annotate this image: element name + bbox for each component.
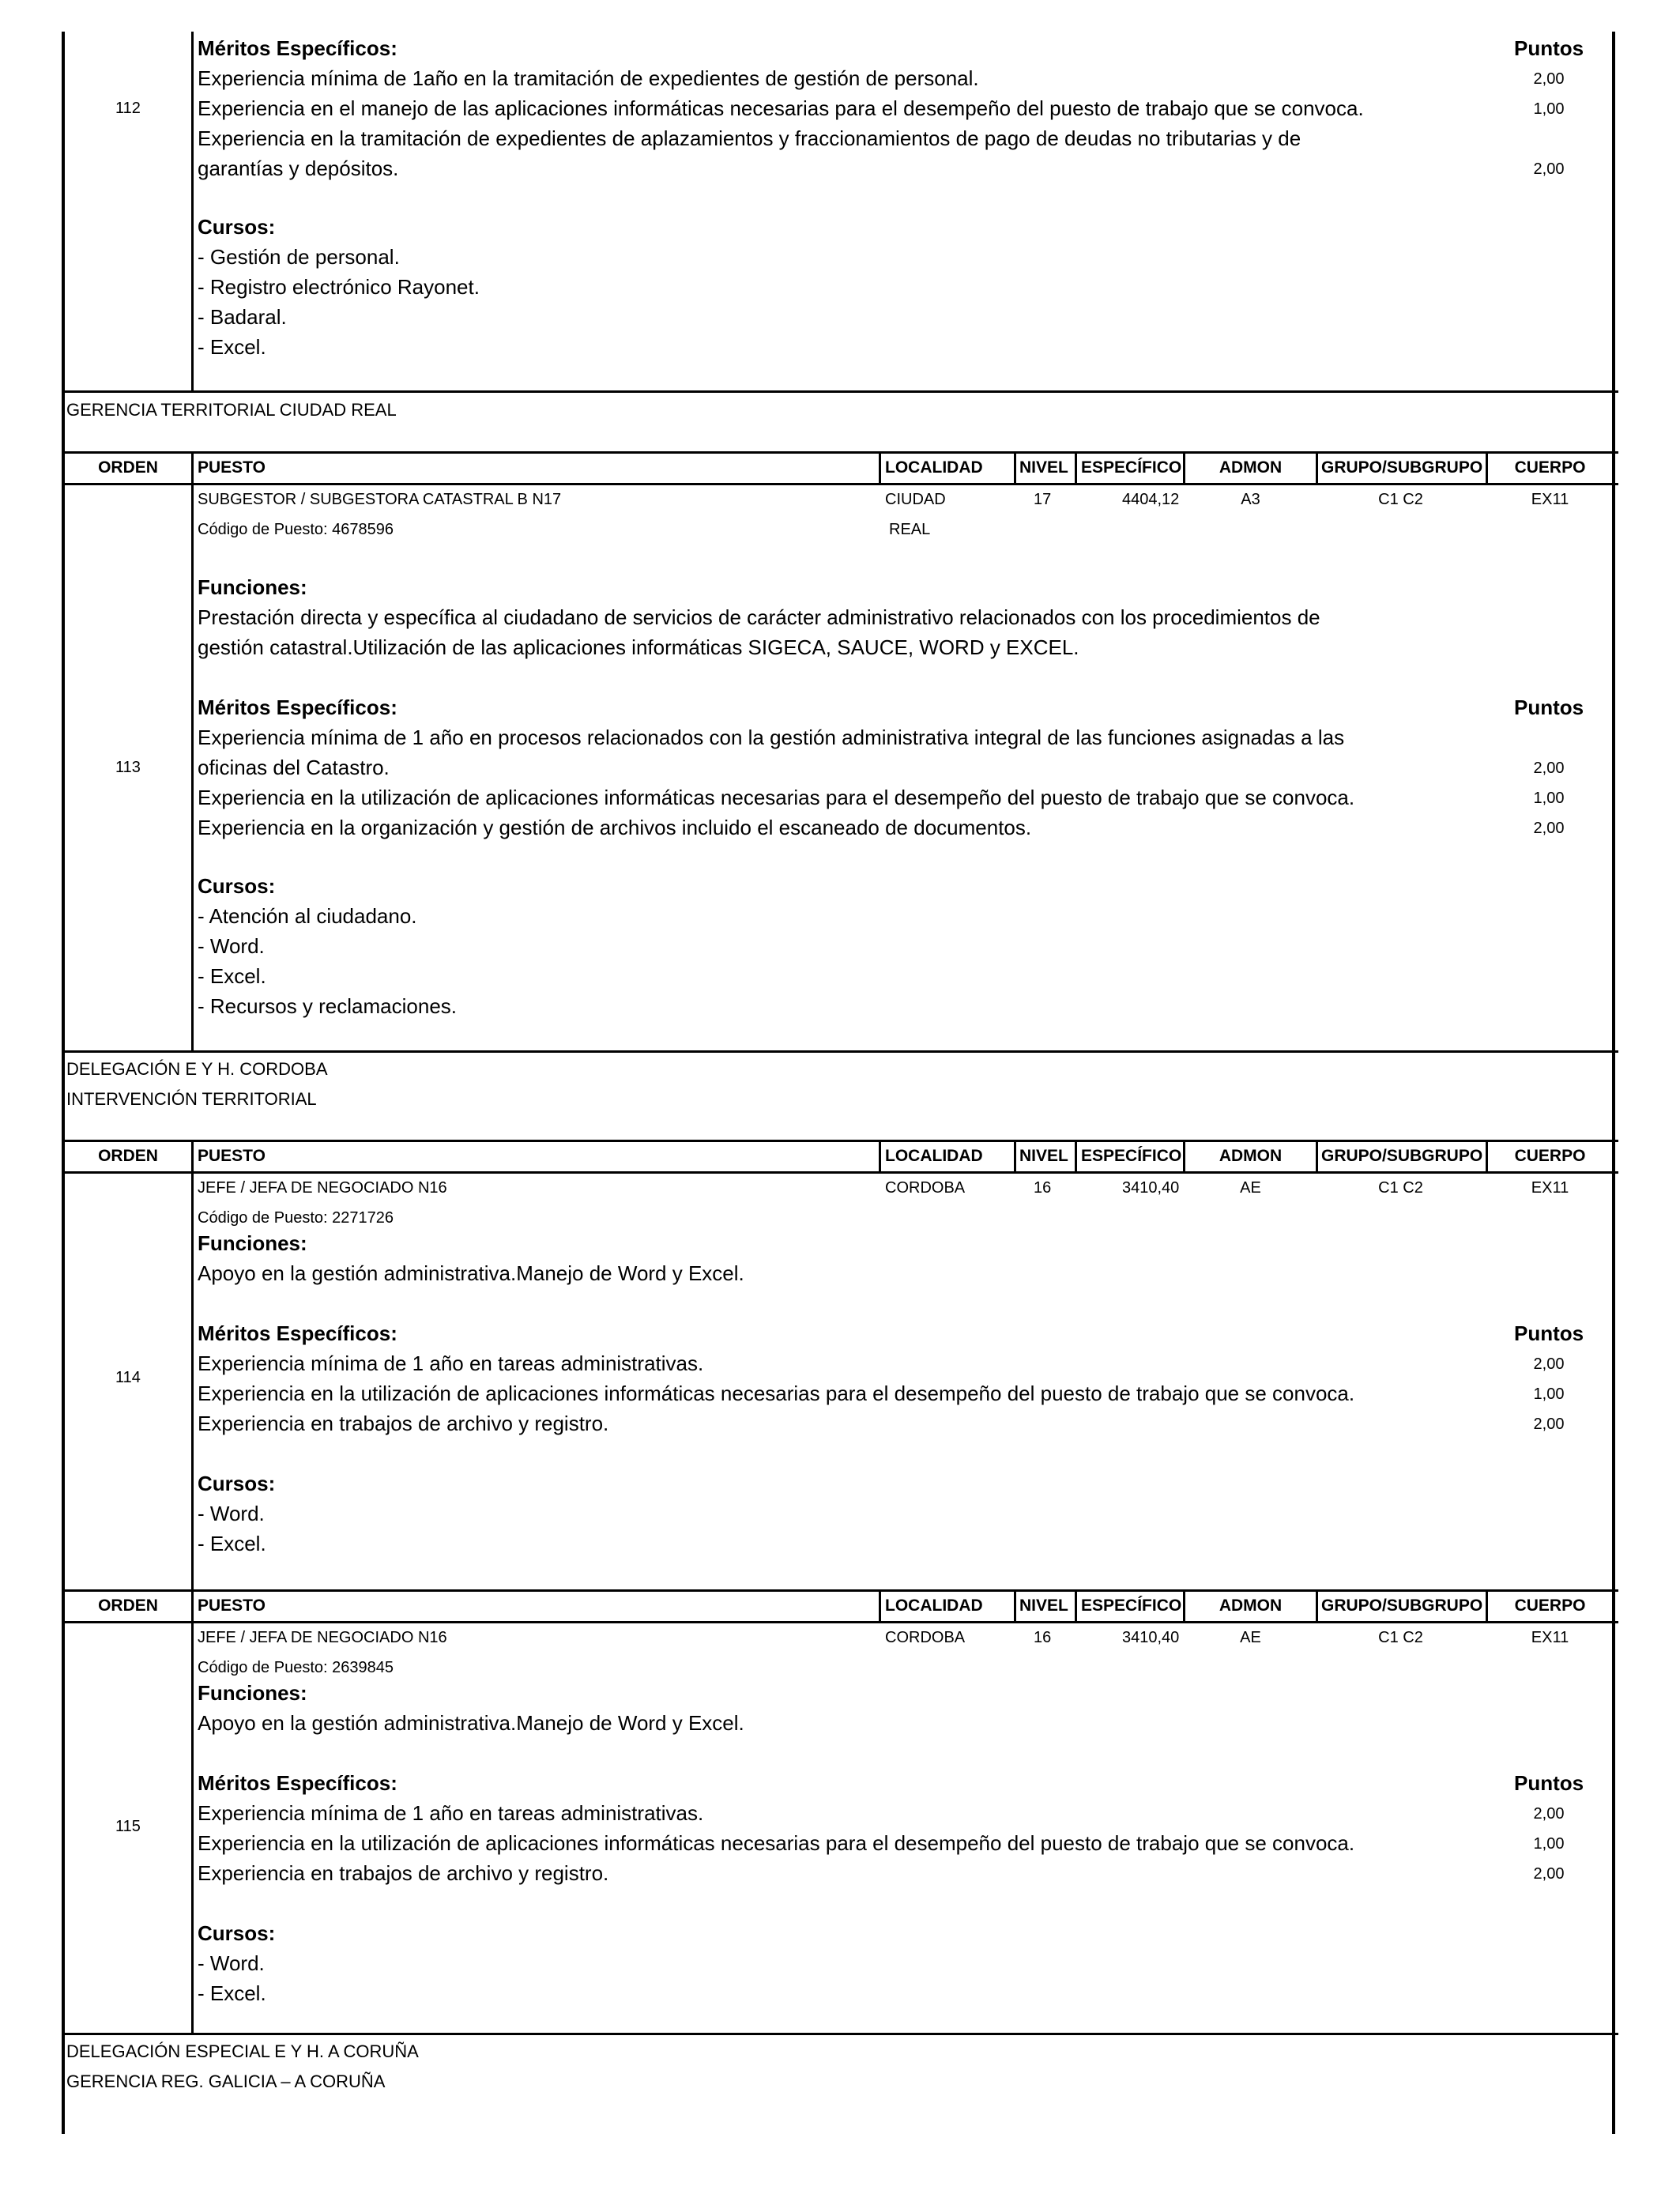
curso-item: - Recursos y reclamaciones. — [198, 994, 457, 1018]
header-admon: ADMON — [1219, 458, 1283, 477]
curso-item: - Atención al ciudadano. — [198, 904, 417, 928]
header-admon: ADMON — [1219, 1596, 1283, 1615]
header-localidad: LOCALIDAD — [885, 458, 983, 477]
header-grupo: GRUPO/SUBGRUPO — [1321, 1596, 1483, 1615]
col-sep — [879, 1140, 881, 1174]
cuerpo-115: EX11 — [1531, 1629, 1569, 1646]
header-localidad: LOCALIDAD — [885, 1147, 983, 1165]
meritos-heading-114: Méritos Específicos: — [198, 1321, 397, 1345]
merito-points: 2,00 — [1533, 160, 1565, 178]
right-border — [1612, 32, 1615, 2134]
puesto-115: JEFE / JEFA DE NEGOCIADO N16 — [198, 1629, 447, 1646]
col-sep — [1014, 1140, 1016, 1174]
header-especifico: ESPECÍFICO — [1081, 1147, 1182, 1165]
section-title: DELEGACIÓN E Y H. CORDOBA — [66, 1059, 328, 1079]
funcion-line: Apoyo en la gestión administrativa.Manejo de Word y Excel. — [198, 1711, 744, 1735]
orden-112: 112 — [115, 100, 141, 117]
cuerpo-114: EX11 — [1531, 1179, 1569, 1197]
header-puesto: PUESTO — [198, 1596, 266, 1615]
col-sep — [1014, 1589, 1016, 1623]
header-nivel: NIVEL — [1019, 1147, 1068, 1165]
puntos-heading-113: Puntos — [1514, 696, 1584, 719]
orden-divider-112 — [191, 32, 194, 391]
header-puesto: PUESTO — [198, 1147, 266, 1165]
curso-item: - Registro electrónico Rayonet. — [198, 275, 480, 299]
grupo-115: C1 C2 — [1378, 1629, 1423, 1646]
merito-line: Experiencia en la utilización de aplicaciones informáticas necesarias para el desempeño del puesto de trabajo que se convoca. — [198, 786, 1355, 809]
curso-item: - Word. — [198, 1502, 265, 1525]
especifico-114: 3410,40 — [1122, 1179, 1180, 1197]
col-sep — [1014, 451, 1016, 485]
merito-points: 1,00 — [1533, 1385, 1565, 1403]
header-cuerpo: CUERPO — [1514, 1147, 1586, 1165]
col-sep — [1316, 1589, 1318, 1623]
left-border — [62, 32, 65, 2134]
curso-item: - Gestión de personal. — [198, 245, 400, 269]
cursos-heading-115: Cursos: — [198, 1921, 276, 1945]
header-especifico: ESPECÍFICO — [1081, 458, 1182, 477]
divider — [62, 1050, 1618, 1053]
header-orden: ORDEN — [98, 1147, 158, 1165]
col-sep — [191, 451, 194, 485]
header-grupo: GRUPO/SUBGRUPO — [1321, 458, 1483, 477]
section-title: DELEGACIÓN ESPECIAL E Y H. A CORUÑA — [66, 2041, 419, 2061]
merito-points: 2,00 — [1533, 1416, 1565, 1433]
curso-item: - Excel. — [198, 1532, 266, 1555]
curso-item: - Excel. — [198, 1981, 266, 2005]
header-cuerpo: CUERPO — [1514, 458, 1586, 477]
col-sep — [1316, 1140, 1318, 1174]
col-sep — [879, 1589, 881, 1623]
col-sep — [1075, 451, 1077, 485]
merito-points: 2,00 — [1533, 820, 1565, 837]
merito-line: Experiencia mínima de 1año en la tramitación de expedientes de gestión de personal. — [198, 66, 979, 90]
merito-points: 2,00 — [1533, 1865, 1565, 1883]
curso-item: - Word. — [198, 934, 265, 958]
orden-divider-115 — [191, 1623, 194, 2034]
codigo-113: Código de Puesto: 4678596 — [198, 521, 394, 538]
section-subtitle: GERENCIA REG. GALICIA – A CORUÑA — [66, 2071, 386, 2091]
col-sep — [1316, 451, 1318, 485]
merito-points: 1,00 — [1533, 1835, 1565, 1853]
funciones-heading-114: Funciones: — [198, 1231, 307, 1255]
merito-points: 2,00 — [1533, 1355, 1565, 1373]
merito-line: Experiencia en la utilización de aplicaciones informáticas necesarias para el desempeño del puesto de trabajo que se convoca. — [198, 1382, 1355, 1405]
header-orden: ORDEN — [98, 1596, 158, 1615]
header-nivel: NIVEL — [1019, 1596, 1068, 1615]
cursos-heading-113: Cursos: — [198, 874, 276, 898]
col-sep — [879, 451, 881, 485]
orden-divider-113 — [191, 485, 194, 1051]
merito-line: Experiencia en la utilización de aplicaciones informáticas necesarias para el desempeño del puesto de trabajo que se convoca. — [198, 1831, 1355, 1855]
divider — [62, 390, 1618, 393]
nivel-114: 16 — [1034, 1179, 1052, 1197]
merito-line: Experiencia en la tramitación de expedientes de aplazamientos y fraccionamientos de pago de deudas no tributarias y de — [198, 126, 1301, 150]
merito-line: Experiencia mínima de 1 año en procesos relacionados con la gestión administrativa integral de las funciones asignadas a las — [198, 726, 1345, 749]
merito-line: Experiencia en el manejo de las aplicaciones informáticas necesarias para el desempeño del puesto de trabajo que se convoca. — [198, 96, 1364, 120]
orden-114: 114 — [115, 1369, 141, 1386]
admon-115: AE — [1240, 1629, 1261, 1646]
especifico-113: 4404,12 — [1122, 491, 1180, 508]
merito-points: 1,00 — [1533, 100, 1565, 118]
header-admon: ADMON — [1219, 1147, 1283, 1165]
merito-line: oficinas del Catastro. — [198, 756, 390, 779]
cursos-heading-112: Cursos: — [198, 215, 276, 239]
funciones-heading-113: Funciones: — [198, 575, 307, 599]
funcion-line: Apoyo en la gestión administrativa.Manejo de Word y Excel. — [198, 1261, 744, 1285]
orden-115: 115 — [115, 1818, 141, 1835]
admon-114: AE — [1240, 1179, 1261, 1197]
col-sep — [1075, 1140, 1077, 1174]
col-sep — [1075, 1589, 1077, 1623]
puntos-heading-114: Puntos — [1514, 1321, 1584, 1345]
orden-divider-114 — [191, 1174, 194, 1592]
curso-item: - Word. — [198, 1951, 265, 1975]
codigo-115: Código de Puesto: 2639845 — [198, 1659, 394, 1676]
puesto-113: SUBGESTOR / SUBGESTORA CATASTRAL B N17 — [198, 491, 562, 508]
meritos-heading-112: Méritos Específicos: — [198, 36, 397, 60]
merito-points: 1,00 — [1533, 790, 1565, 807]
curso-item: - Excel. — [198, 335, 266, 359]
section-title: GERENCIA TERRITORIAL CIUDAD REAL — [66, 400, 397, 420]
localidad-114: CORDOBA — [885, 1179, 966, 1197]
merito-points: 2,00 — [1533, 760, 1565, 777]
header-cuerpo: CUERPO — [1514, 1596, 1586, 1615]
merito-points: 2,00 — [1533, 1805, 1565, 1823]
merito-line: Experiencia en la organización y gestión de archivos incluido el escaneado de documentos. — [198, 816, 1032, 839]
merito-line: Experiencia mínima de 1 año en tareas administrativas. — [198, 1351, 704, 1375]
localidad-115: CORDOBA — [885, 1629, 966, 1646]
merito-line: Experiencia mínima de 1 año en tareas administrativas. — [198, 1801, 704, 1825]
funciones-heading-115: Funciones: — [198, 1681, 307, 1705]
especifico-115: 3410,40 — [1122, 1629, 1180, 1646]
col-sep — [191, 1140, 194, 1174]
header-puesto: PUESTO — [198, 458, 266, 477]
localidad-113a: CIUDAD — [885, 491, 946, 508]
localidad-113b: REAL — [889, 521, 931, 538]
divider — [62, 2033, 1618, 2035]
header-grupo: GRUPO/SUBGRUPO — [1321, 1147, 1483, 1165]
funcion-line: Prestación directa y específica al ciudadano de servicios de carácter administrativo relacionados con los procedimientos de — [198, 605, 1320, 629]
cuerpo-113: EX11 — [1531, 491, 1569, 508]
merito-line: Experiencia en trabajos de archivo y registro. — [198, 1412, 609, 1435]
meritos-heading-113: Méritos Específicos: — [198, 696, 397, 719]
meritos-heading-115: Méritos Específicos: — [198, 1771, 397, 1795]
puntos-heading-112: Puntos — [1514, 36, 1584, 60]
header-especifico: ESPECÍFICO — [1081, 1596, 1182, 1615]
merito-points: 2,00 — [1533, 70, 1565, 88]
admon-113: A3 — [1241, 491, 1260, 508]
col-sep — [191, 1589, 194, 1623]
puntos-heading-115: Puntos — [1514, 1771, 1584, 1795]
section-subtitle: INTERVENCIÓN TERRITORIAL — [66, 1089, 317, 1109]
header-nivel: NIVEL — [1019, 458, 1068, 477]
cursos-heading-114: Cursos: — [198, 1472, 276, 1495]
merito-line: garantías y depósitos. — [198, 156, 399, 180]
curso-item: - Badaral. — [198, 305, 287, 329]
header-localidad: LOCALIDAD — [885, 1596, 983, 1615]
grupo-114: C1 C2 — [1378, 1179, 1423, 1197]
nivel-115: 16 — [1034, 1629, 1052, 1646]
funcion-line: gestión catastral.Utilización de las aplicaciones informáticas SIGECA, SAUCE, WORD y EXCEL. — [198, 635, 1079, 659]
curso-item: - Excel. — [198, 964, 266, 988]
grupo-113: C1 C2 — [1378, 491, 1423, 508]
orden-113: 113 — [115, 759, 141, 776]
header-orden: ORDEN — [98, 458, 158, 477]
nivel-113: 17 — [1034, 491, 1052, 508]
codigo-114: Código de Puesto: 2271726 — [198, 1209, 394, 1227]
puesto-114: JEFE / JEFA DE NEGOCIADO N16 — [198, 1179, 447, 1197]
merito-line: Experiencia en trabajos de archivo y registro. — [198, 1861, 609, 1885]
